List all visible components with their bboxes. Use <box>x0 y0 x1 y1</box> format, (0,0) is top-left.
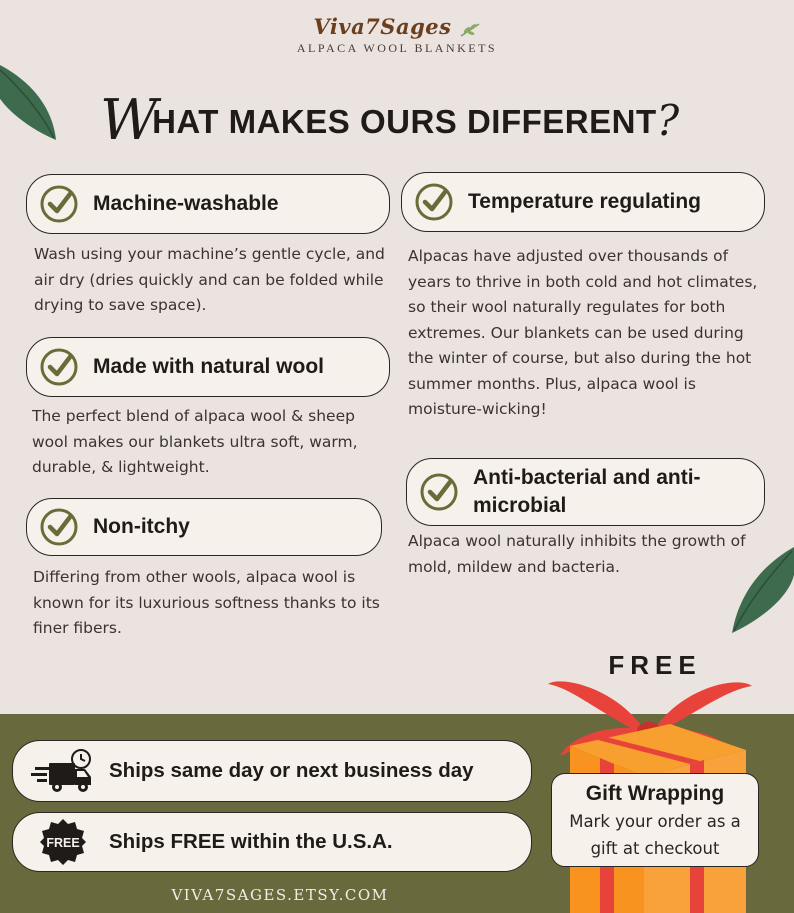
free-badge-icon <box>39 818 87 866</box>
brand-tagline: ALPACA WOOL BLANKETS <box>296 41 498 55</box>
title-initial: W <box>100 88 159 153</box>
ships-free-label: Ships FREE within the U.S.A. <box>109 830 393 853</box>
feature-label: Anti-bacterial and anti-microbial <box>473 466 701 517</box>
check-circle-icon <box>39 507 79 547</box>
gift-subtitle-line1: Mark your order as a <box>569 812 741 831</box>
feature-anti-bacterial <box>406 458 765 526</box>
leaf-decoration-icon <box>0 58 60 142</box>
gift-subtitle-line2: gift at checkout <box>590 839 720 858</box>
feature-label: Made with natural wool <box>93 355 325 378</box>
check-circle-icon <box>414 182 454 222</box>
feature-machine-washable <box>26 174 390 234</box>
ships-fast-label: Ships same day or next business day <box>109 759 474 782</box>
feature-temperature-regulating <box>401 172 765 232</box>
fast-delivery-truck-icon <box>31 747 97 795</box>
check-circle-icon <box>419 472 459 512</box>
brand-name: Viva7Sages <box>313 14 452 39</box>
title-question-mark: ? <box>656 96 680 145</box>
gift-free-label: FREE <box>608 650 702 680</box>
gift-title: Gift Wrapping <box>585 782 725 805</box>
feature-description: Alpacas have adjusted over thousands of years to thrive in both cold and hot climates, so their wool naturally regulates for both extremes. Our blankets can be used during the winter of course, but also during the hot summer months. Plus, alpaca wool is moisture-wicking! <box>408 247 758 418</box>
free-badge-text: FREE <box>46 836 80 850</box>
feature-non-itchy <box>26 498 382 556</box>
feature-label: Machine-washable <box>93 192 279 215</box>
feature-description: The perfect blend of alpaca wool & sheep wool makes our blankets ultra soft, warm, durable, & lightweight. <box>32 407 358 476</box>
feature-description: Differing from other wools, alpaca wool is known for its luxurious softness thanks to its finer fibers. <box>33 568 380 637</box>
shop-url: VIVA7SAGES.ETSY.COM <box>171 886 389 904</box>
ships-fast-badge <box>12 740 532 802</box>
ships-free-badge <box>12 812 532 872</box>
feature-label: Temperature regulating <box>468 190 701 213</box>
gift-wrapping-card <box>551 773 759 867</box>
feature-natural-wool <box>26 337 390 397</box>
check-circle-icon <box>39 347 79 387</box>
brand-logo <box>0 14 794 56</box>
feature-description: Wash using your machine’s gentle cycle, and air dry (dries quickly and can be folded while drying to save space). <box>34 245 385 314</box>
feature-description: Alpaca wool naturally inhibits the growth of mold, mildew and bacteria. <box>408 532 746 576</box>
feature-label: Non-itchy <box>93 515 190 538</box>
page-title <box>100 88 700 153</box>
check-circle-icon <box>39 184 79 224</box>
sage-leaf-icon <box>459 22 481 38</box>
title-text: HAT MAKES OURS DIFFERENT <box>152 103 657 140</box>
